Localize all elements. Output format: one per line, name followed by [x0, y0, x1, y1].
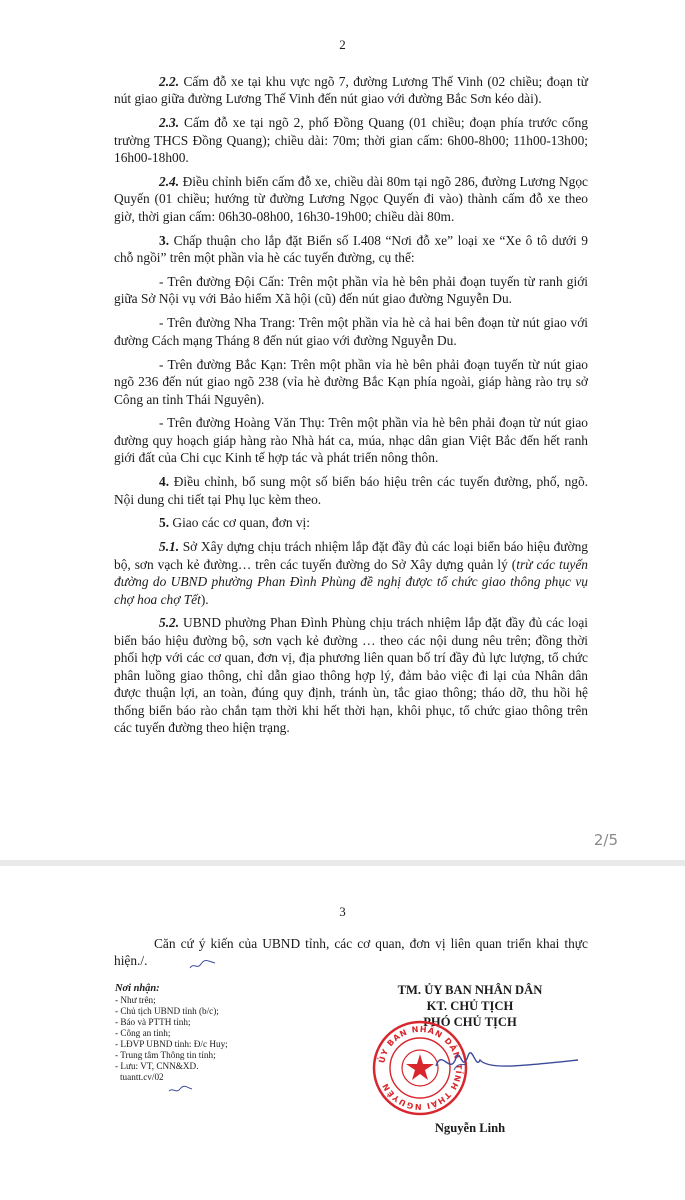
clause-5: 5. Giao các cơ quan, đơn vị:: [159, 515, 311, 531]
closing-paragraph: Căn cứ ý kiến của UBND tỉnh, các cơ quan, đơn vị liên quan triển khai thực hiện./.: [114, 936, 588, 969]
signature-block: TM. ỦY BAN NHÂN DÂN KT. CHỦ TỊCH PHÓ CHỦ TỊCH: [397, 983, 543, 1029]
recipient-item: - Công an tỉnh;: [115, 1028, 171, 1038]
initial-mark-icon: [168, 1085, 194, 1095]
clause-3: 3. Chấp thuận cho lắp đặt Biển số I.408 “Nơi đỗ xe” loại xe “Xe ô tô dưới 9 chỗ ngồi” trên một phần vỉa hè các tuyến đường, cụ thể:: [114, 232, 588, 266]
initial-mark-icon: [188, 958, 218, 972]
recipient-item: - Báo và PTTH tỉnh;: [115, 1017, 191, 1027]
clause-2-2: 2.2. Cấm đỗ xe tại khu vực ngõ 7, đường Lương Thế Vinh (02 chiều; đoạn từ nút giao giữa đường Lương Thế Vinh đến nút giao với đường Bắc Sơn kéo dài).: [114, 74, 588, 107]
signature-icon: [432, 1036, 582, 1086]
recipient-item: - LĐVP UBND tỉnh: Đ/c Huy;: [115, 1039, 228, 1049]
item-hoang-van-thu: - Trên đường Hoàng Văn Thụ: Trên một phần vỉa hè bên phải đoạn từ nút giao đường quy hoạch giáp hàng rào Nhà hát ca, múa, nhạc dân gian Việt Bắc đến hết ranh giới đất của Chi cục Kinh tế hợp tác và phát triển nông thôn.: [114, 415, 588, 466]
recipient-item: - Chủ tịch UBND tỉnh (b/c);: [115, 1006, 219, 1016]
svg-text:ỦY BAN NHÂN DÂN TỈNH THÁI NGUY: ỦY BAN NHÂN DÂN TỈNH THÁI NGUYÊN: [377, 1024, 464, 1112]
clause-5-2: 5.2. UBND phường Phan Đình Phùng chịu trách nhiệm lắp đặt đầy đủ các loại biển báo hiệu đường bộ, sơn vạch kẻ đường … theo các nội dung nêu trên; đồng thời phối hợp với các cơ quan, đơn vị, địa phương liên quan bố trí đầy đủ lực lượng, tổ chức phân luồng giao thông, chỉ dẫn giao thông hợp lý, đảm bảo việc đi lại của Nhân dân được thuận lợi, an toàn, đúng quy định, tránh ùn, tắc giao thông; tháo dỡ, thu hồi hệ thống biển báo rào chắn tạm thời khi hết thời hạn, khôi phục, tổ chức giao thông trên các tuyến đường theo hiện trạng.: [114, 615, 588, 735]
recipient-item: - Trung tâm Thông tin tỉnh;: [115, 1050, 216, 1060]
clause-2-3: 2.3. Cấm đỗ xe tại ngõ 2, phố Đồng Quang (01 chiều; đoạn phía trước cổng trường THCS Đồng Quang); chiều dài: 70m; thời gian cấm: 6h00-8h00; 11h00-13h00; 16h00-18h00.: [114, 115, 588, 166]
reference-code: tuantt.cv/02: [120, 1072, 164, 1082]
item-doi-can: - Trên đường Đội Cấn: Trên một phần vỉa hè bên phải đoạn tuyến từ ranh giới giữa Sở Nội vụ với Bảo hiểm Xã hội (cũ) đến nút giao đường Nguyễn Du.: [114, 274, 588, 307]
page-indicator: 2/5: [593, 831, 618, 849]
recipient-item: - Lưu: VT, CNN&XD.: [115, 1061, 199, 1071]
clause-5-1: 5.1. Sở Xây dựng chịu trách nhiệm lắp đặt đầy đủ các loại biển báo hiệu đường bộ, sơn vạch kẻ đường… trên các tuyến đường do Sở Xây dựng quản lý (trừ các tuyến đường do UBND phường Phan Đình Phùng đề nghị được tổ chức giao thông phục vụ chợ hoa chợ Tết).: [114, 539, 588, 607]
page-number: 3: [339, 904, 346, 919]
page-number: 2: [339, 37, 346, 52]
item-bac-kan: - Trên đường Bắc Kạn: Trên một phần vỉa hè bên phải đoạn tuyến từ nút giao ngõ 236 đến nút giao ngõ 238 (vỉa hè đường Bắc Kạn phía ngoài, giáp hàng rào trụ sở Công an tỉnh Thái Nguyên).: [114, 356, 588, 407]
signer-name: Nguyễn Linh: [434, 1121, 506, 1135]
item-nha-trang: - Trên đường Nha Trang: Trên một phần vỉa hè cả hai bên đoạn từ nút giao với đường Cách mạng Tháng 8 đến nút giao với đường Nguyễn Du.: [114, 315, 588, 348]
clause-4: 4. Điều chỉnh, bổ sung một số biển báo hiệu trên các tuyến đường, phố, ngõ. Nội dung chi tiết tại Phụ lục kèm theo.: [114, 474, 588, 507]
recipients-list: Nơi nhận: - Như trên; - Chủ tịch UBND tỉnh (b/c); - Báo và PTTH tỉnh; - Công an tỉnh; - LĐVP UBND tỉnh: Đ/c Huy; - Trung tâm Thông tin tỉnh; - Lưu: VT, CNN&XD. tuantt.cv/02: [115, 983, 345, 1083]
recipient-item: - Như trên;: [115, 995, 156, 1005]
clause-2-4: 2.4. Điều chỉnh biển cấm đỗ xe, chiều dài 80m tại ngõ 286, đường Lương Ngọc Quyến (01 chiều; hướng từ đường Lương Ngọc Quyến đi vào) thành cấm đỗ xe theo giờ, thời gian cấm: 06h30-08h00, 16h30-19h00; chiều dài 80m.: [114, 174, 588, 224]
page-2-body: [114, 73, 588, 743]
